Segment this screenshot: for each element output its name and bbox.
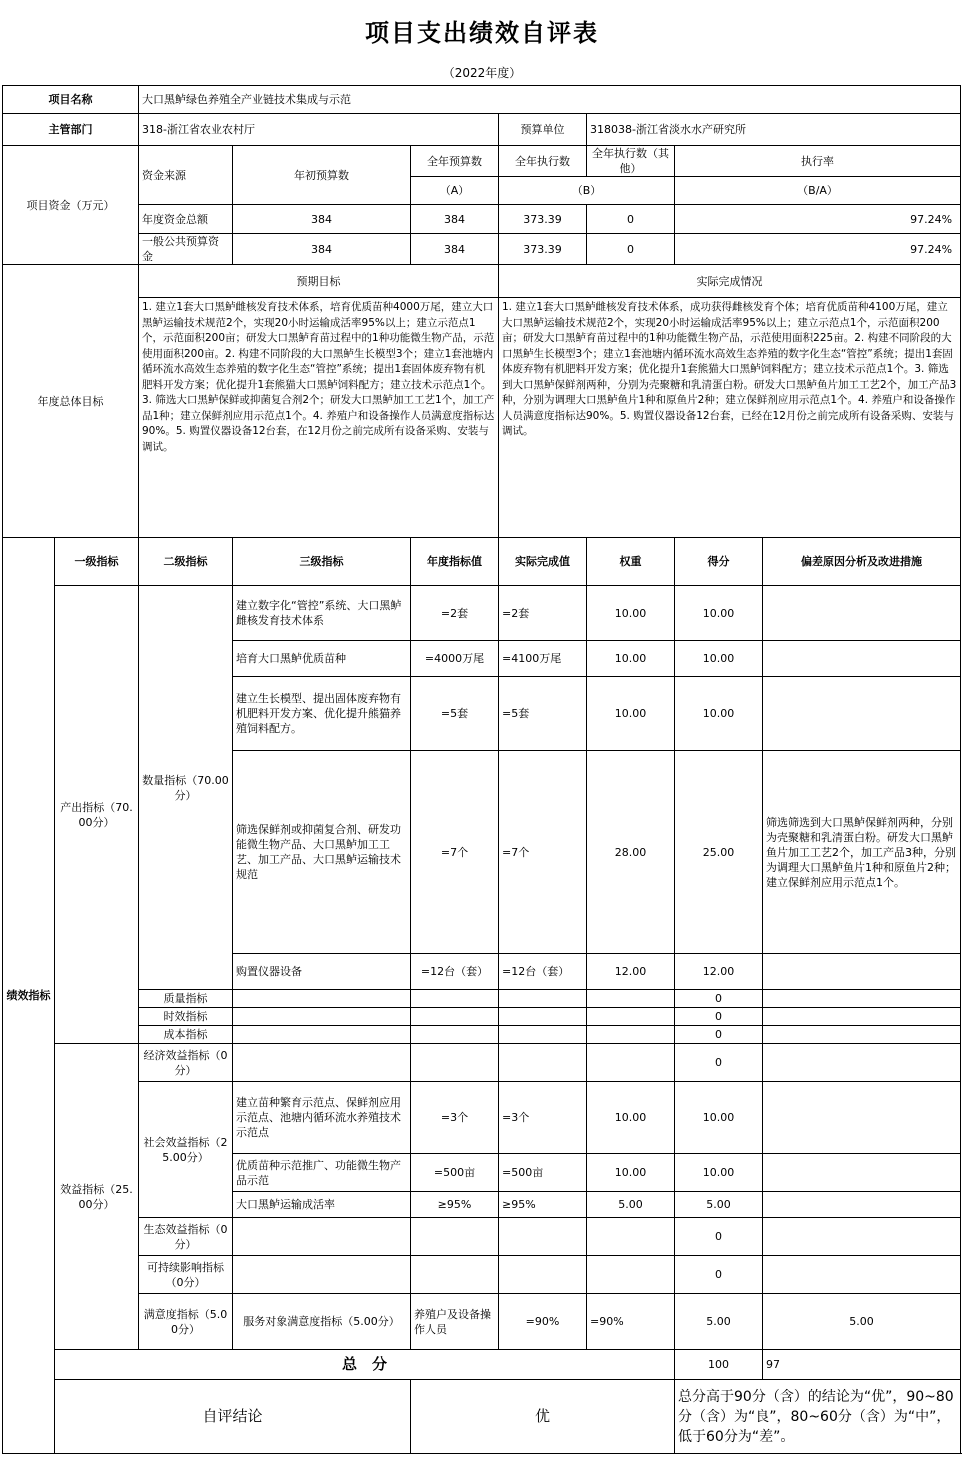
cost-indicator-label: 成本指标 — [139, 1026, 233, 1044]
quantity-indicator-label: 数量指标（70.00分） — [139, 586, 233, 990]
satisfaction-indicator-label: 满意度指标（5.00分） — [139, 1294, 233, 1350]
header-l3: 三级指标 — [233, 538, 411, 586]
target-value: =4000万尾 — [411, 641, 499, 677]
l3-indicator: 养殖户及设备操作人员 — [411, 1294, 499, 1350]
funds-source-header: 资金来源 — [139, 146, 233, 205]
dept-label: 主管部门 — [3, 114, 139, 146]
satisfaction-row — [3, 1294, 961, 1350]
funds-budget: 384 — [411, 205, 499, 234]
budget-unit-label: 预算单位 — [499, 114, 587, 146]
weight-value: 5.00 — [587, 1192, 675, 1218]
weight-value: 10.00 — [587, 677, 675, 751]
satisfaction-l2-label: 服务对象满意度指标（5.00分） — [233, 1294, 411, 1350]
funds-row-total — [3, 205, 961, 234]
actual-value: =3个 — [499, 1082, 587, 1154]
funds-other-header: 全年执行数（其他） — [587, 146, 675, 177]
header-l2: 二级指标 — [139, 538, 233, 586]
indicator-row — [3, 586, 961, 641]
actual-value: =2套 — [499, 586, 587, 641]
deviation-reason — [763, 586, 961, 641]
economic-score: 0 — [675, 1044, 763, 1082]
header-score: 得分 — [675, 538, 763, 586]
goals-header-row — [3, 265, 961, 298]
funds-initial-header: 年初预算数 — [233, 146, 411, 205]
target-value: =500亩 — [411, 1154, 499, 1192]
quality-row — [3, 990, 961, 1008]
cost-score: 0 — [675, 1026, 763, 1044]
conclusion-note: 总分高于90分（含）的结论为“优”，90~80分（含）为“良”，80~60分（含）为“中”，低于60分为“差”。 — [675, 1380, 961, 1454]
l3-indicator: 建立生长模型、提出固体废弃物有机肥料开发方案、优化提升熊猫养殖饲料配方。 — [233, 677, 411, 751]
fiscal-year: （2022年度） — [442, 66, 522, 80]
score-value: 10.00 — [675, 1154, 763, 1192]
actual-value: =4100万尾 — [499, 641, 587, 677]
funds-exec-sub: （B） — [499, 177, 675, 205]
total-score: 97 — [763, 1350, 961, 1380]
actual-value: =90% — [587, 1294, 675, 1350]
actual-value: =7个 — [499, 751, 587, 954]
funds-initial: 384 — [233, 234, 411, 265]
header-weight: 权重 — [587, 538, 675, 586]
quality-score: 0 — [675, 990, 763, 1008]
economic-indicator-label: 经济效益指标（0分） — [139, 1044, 233, 1082]
weight-value: 10.00 — [587, 1082, 675, 1154]
evaluation-table — [2, 85, 961, 1454]
funds-budget: 384 — [411, 234, 499, 265]
header-reason: 偏差原因分析及改进措施 — [763, 538, 961, 586]
benefit-indicator-label: 效益指标（25.00分） — [55, 1044, 139, 1350]
goals-label: 年度总体目标 — [3, 265, 139, 538]
l3-indicator: 建立数字化“管控”系统、大口黑鲈雌核发育技术体系 — [233, 586, 411, 641]
funds-source: 一般公共预算资金 — [139, 234, 233, 265]
funds-rate-sub: （B/A） — [675, 177, 961, 205]
funds-exec: 373.39 — [499, 234, 587, 265]
project-name-row — [3, 86, 961, 114]
funds-rate: 97.24% — [675, 205, 961, 234]
score-value: 25.00 — [675, 751, 763, 954]
deviation-reason — [763, 1082, 961, 1154]
actual-value: =12台（套） — [499, 954, 587, 990]
actual-goal-text: 1. 建立1套大口黑鲈雌核发育技术体系，成功获得雌核发育个体；培育优质苗种4100万尾，建立大口黑鲈运输技术规范2个，实现20小时运输成活率95%以上；建立示范点1个，示范面积200亩；研发大口黑鲈育苗过程中的1种功能微生物产品，示范使用面积225亩。2. 构建不同阶段的大口黑鲈生长模型3个；建立1套池塘内循环流水高效生态养殖的数字化生态“管控”系统；提出1套固体废弃物有机肥料开发方案；优化提升1套熊猫大口黑鲈饲料配方；建立技术示范点1个。3. 筛选到大口黑鲈保鲜剂两种，分别为壳聚糖和乳清蛋白粉。研发大口黑鲈鱼片加工工艺2个，加工产品3种，分别为调理大口黑鲈鱼片1种和原鱼片2种；建立保鲜剂应用示范点1个。4. 养殖户和设备操作人员满意度指标达90%。5. 购置仪器设备12台套，已经在12月份之前完成所有设备采购、安装与调试。 — [499, 298, 961, 538]
project-name-value: 大口黑鲈绿色养殖全产业链技术集成与示范 — [139, 86, 961, 114]
actual-value: =500亩 — [499, 1154, 587, 1192]
l3-indicator: 筛选保鲜剂或抑菌复合剂、研发功能微生物产品、大口黑鲈加工工艺、加工产品、大口黑鲈运输技术规范 — [233, 751, 411, 954]
deviation-reason — [763, 1154, 961, 1192]
target-value: =90% — [499, 1294, 587, 1350]
deviation-reason — [763, 954, 961, 990]
weight-value: 10.00 — [587, 1154, 675, 1192]
social-indicator-label: 社会效益指标（25.00分） — [139, 1082, 233, 1218]
total-label: 总 分 — [55, 1350, 675, 1380]
l3-indicator: 建立苗种繁育示范点、保鲜剂应用示范点、池塘内循环流水养殖技术示范点 — [233, 1082, 411, 1154]
ecological-score: 0 — [675, 1218, 763, 1256]
deviation-reason: 筛选筛选到大口黑鲈保鲜剂两种，分别为壳聚糖和乳清蛋白粉。研发大口黑鲈鱼片加工工艺2个，加工产品3种，分别为调理大口黑鲈鱼片1种和原鱼片2种；建立保鲜剂应用示范点1个。 — [763, 751, 961, 954]
ecological-indicator-label: 生态效益指标（0分） — [139, 1218, 233, 1256]
l3-indicator: 大口黑鲈运输成活率 — [233, 1192, 411, 1218]
actual-value: ≥95% — [499, 1192, 587, 1218]
sustainable-score: 0 — [675, 1256, 763, 1294]
dept-value: 318-浙江省农业农村厅 — [139, 114, 499, 146]
expected-goal-text: 1. 建立1套大口黑鲈雌核发育技术体系，培育优质苗种4000万尾，建立大口黑鲈运输技术规范2个，实现20小时运输成活率95%以上；建立示范点1个，示范面积200亩；研发大口黑鲈育苗过程中的1种功能微生物产品，示范使用面积200亩。2. 构建不同阶段的大口黑鲈生长模型3个；建立1套池塘内循环流水高效生态养殖的数字化生态“管控”系统；提出1套固体废弃物有机肥料开发方案；优化提升1套熊猫大口黑鲈饲料配方；建立技术示范点1个。3. 筛选大口黑鲈保鲜或抑菌复合剂2个；研发大口黑鲈加工工艺1个，加工产品1种；建立保鲜剂应用示范点1个。4. 养殖户和设备操作人员满意度指标达90%。5. 购置仪器设备12台套，在12月份之前完成所有设备采购、安装与调试。 — [139, 298, 499, 538]
score-value: 10.00 — [675, 586, 763, 641]
score-value: 10.00 — [675, 641, 763, 677]
funds-budget-header: 全年预算数 — [411, 146, 499, 177]
conclusion-value: 优 — [411, 1380, 675, 1454]
score-value: 5.00 — [763, 1294, 961, 1350]
funds-exec-header: 全年执行数 — [499, 146, 587, 177]
score-value: 10.00 — [675, 677, 763, 751]
funds-other: 0 — [587, 205, 675, 234]
funds-rate: 97.24% — [675, 234, 961, 265]
output-indicator-label: 产出指标（70.00分） — [55, 586, 139, 1044]
weight-value: 5.00 — [675, 1294, 763, 1350]
dept-row — [3, 114, 961, 146]
l3-indicator: 购置仪器设备 — [233, 954, 411, 990]
funds-rate-header: 执行率 — [675, 146, 961, 177]
goals-content-row — [3, 298, 961, 538]
actual-goal-header: 实际完成情况 — [499, 265, 961, 298]
indicator-header-row — [3, 538, 961, 586]
total-weight: 100 — [675, 1350, 763, 1380]
deviation-reason — [763, 641, 961, 677]
funds-row-public — [3, 234, 961, 265]
timeliness-score: 0 — [675, 1008, 763, 1026]
conclusion-row — [3, 1380, 961, 1454]
target-value: =3个 — [411, 1082, 499, 1154]
header-target: 年度指标值 — [411, 538, 499, 586]
deviation-reason — [763, 677, 961, 751]
ecological-row — [3, 1218, 961, 1256]
expected-goal-header: 预期目标 — [139, 265, 499, 298]
target-value: =12台（套） — [411, 954, 499, 990]
timeliness-row — [3, 1008, 961, 1026]
economic-row — [3, 1044, 961, 1082]
weight-value: 28.00 — [587, 751, 675, 954]
sustainable-indicator-label: 可持续影响指标（0分） — [139, 1256, 233, 1294]
budget-unit-value: 318038-浙江省淡水水产研究所 — [587, 114, 961, 146]
project-name-label: 项目名称 — [3, 86, 139, 114]
funds-source: 年度资金总额 — [139, 205, 233, 234]
funds-other: 0 — [587, 234, 675, 265]
funds-label: 项目资金（万元） — [3, 146, 139, 265]
l3-indicator: 优质苗种示范推广、功能微生物产品示范 — [233, 1154, 411, 1192]
header-l1: 一级指标 — [55, 538, 139, 586]
deviation-reason — [763, 1192, 961, 1218]
actual-value: =5套 — [499, 677, 587, 751]
conclusion-label: 自评结论 — [55, 1380, 411, 1454]
l3-indicator: 培育大口黑鲈优质苗种 — [233, 641, 411, 677]
indicator-row — [3, 1082, 961, 1154]
weight-value: 10.00 — [587, 641, 675, 677]
sustainable-row — [3, 1256, 961, 1294]
total-row — [3, 1350, 961, 1380]
target-value: =5套 — [411, 677, 499, 751]
weight-value: 12.00 — [587, 954, 675, 990]
weight-value: 10.00 — [587, 586, 675, 641]
target-value: =7个 — [411, 751, 499, 954]
page-title: 项目支出绩效自评表 — [365, 17, 599, 47]
target-value: =2套 — [411, 586, 499, 641]
quality-indicator-label: 质量指标 — [139, 990, 233, 1008]
score-value: 5.00 — [675, 1192, 763, 1218]
funds-budget-sub: （A） — [411, 177, 499, 205]
indicators-group-label: 绩效指标 — [3, 538, 55, 1454]
funds-header-row — [3, 146, 961, 177]
score-value: 12.00 — [675, 954, 763, 990]
funds-initial: 384 — [233, 205, 411, 234]
header-actual: 实际完成值 — [499, 538, 587, 586]
funds-exec: 373.39 — [499, 205, 587, 234]
target-value: ≥95% — [411, 1192, 499, 1218]
score-value: 10.00 — [675, 1082, 763, 1154]
cost-row — [3, 1026, 961, 1044]
timeliness-indicator-label: 时效指标 — [139, 1008, 233, 1026]
